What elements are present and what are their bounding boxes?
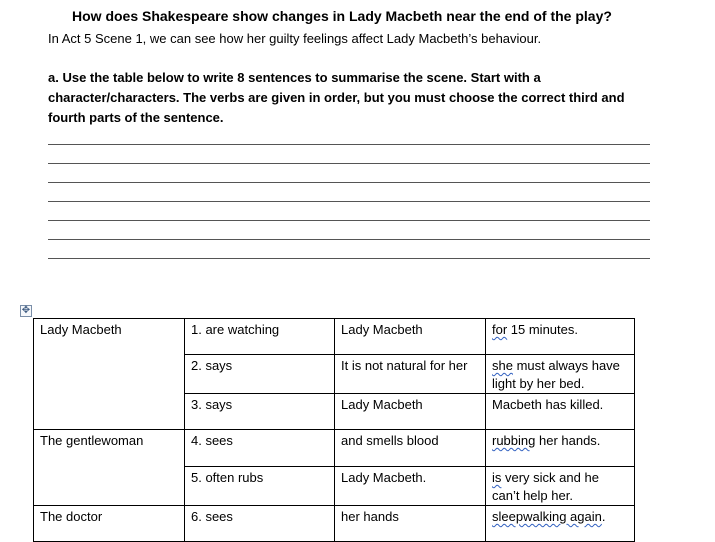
table-cell[interactable]: Lady Macbeth.: [335, 467, 486, 506]
table-move-handle-icon[interactable]: ✥: [21, 305, 31, 316]
spellcheck-word: she: [492, 358, 513, 373]
table-cell[interactable]: [34, 394, 185, 430]
table-row: [34, 506, 635, 542]
table-cell[interactable]: [34, 355, 185, 394]
intro-text: In Act 5 Scene 1, we can see how her guilty feelings affect Lady Macbeth’s behaviour.: [48, 31, 542, 46]
answer-line[interactable]: [48, 258, 650, 259]
cell-text: very sick and he can’t help her.: [492, 470, 599, 503]
table-cell[interactable]: 2. says: [185, 355, 335, 394]
answer-lines: [48, 144, 650, 277]
table-cell[interactable]: her hands: [335, 506, 486, 542]
spellcheck-word: sleepwalking again: [492, 509, 602, 524]
table-row: [34, 394, 635, 430]
summary-table: [33, 318, 635, 542]
answer-line[interactable]: [48, 144, 650, 145]
task-line-2: character/characters. The verbs are given in order, but you must choose the correct third and: [48, 90, 625, 105]
task-line-3: fourth parts of the sentence.: [48, 110, 224, 125]
table-cell[interactable]: Lady Macbeth: [34, 319, 185, 355]
table-row: [34, 467, 635, 506]
table-cell[interactable]: 3. says: [185, 394, 335, 430]
spellcheck-word: for: [492, 322, 508, 337]
table-row: [34, 319, 635, 355]
task-instructions: [48, 68, 658, 128]
table-cell[interactable]: 6. sees: [185, 506, 335, 542]
table-row: [34, 430, 635, 467]
cell-text: her hands.: [535, 433, 601, 448]
answer-line[interactable]: [48, 239, 650, 240]
table-cell[interactable]: Lady Macbeth: [335, 319, 486, 355]
answer-line[interactable]: [48, 163, 650, 164]
table-cell[interactable]: 1. are watching: [185, 319, 335, 355]
task-line-1: a. Use the table below to write 8 sentences to summarise the scene. Start with a: [48, 70, 541, 85]
answer-line[interactable]: [48, 182, 650, 183]
table-cell[interactable]: [486, 319, 635, 355]
table-cell[interactable]: Macbeth has killed.: [486, 394, 635, 430]
page-title: How does Shakespeare show changes in Lady Macbeth near the end of the play?: [72, 8, 612, 24]
table-cell[interactable]: Lady Macbeth: [335, 394, 486, 430]
answer-line[interactable]: [48, 220, 650, 221]
spellcheck-word: is: [492, 470, 502, 485]
table-row: [34, 355, 635, 394]
table-cell[interactable]: and smells blood: [335, 430, 486, 467]
table-cell[interactable]: The doctor: [34, 506, 185, 542]
spellcheck-word: rubbing: [492, 433, 536, 448]
table-cell[interactable]: [34, 467, 185, 506]
table-cell[interactable]: [486, 506, 635, 542]
table-cell[interactable]: [486, 355, 635, 394]
table-cell[interactable]: [486, 467, 635, 506]
cell-text: 15 minutes.: [507, 322, 578, 337]
table-cell[interactable]: It is not natural for her: [335, 355, 486, 394]
table-cell[interactable]: The gentlewoman: [34, 430, 185, 467]
table-cell[interactable]: 4. sees: [185, 430, 335, 467]
table-cell[interactable]: [486, 430, 635, 467]
answer-line[interactable]: [48, 201, 650, 202]
table-cell[interactable]: 5. often rubs: [185, 467, 335, 506]
cell-text: .: [601, 509, 606, 524]
cell-text: must always have light by her bed.: [492, 358, 620, 391]
